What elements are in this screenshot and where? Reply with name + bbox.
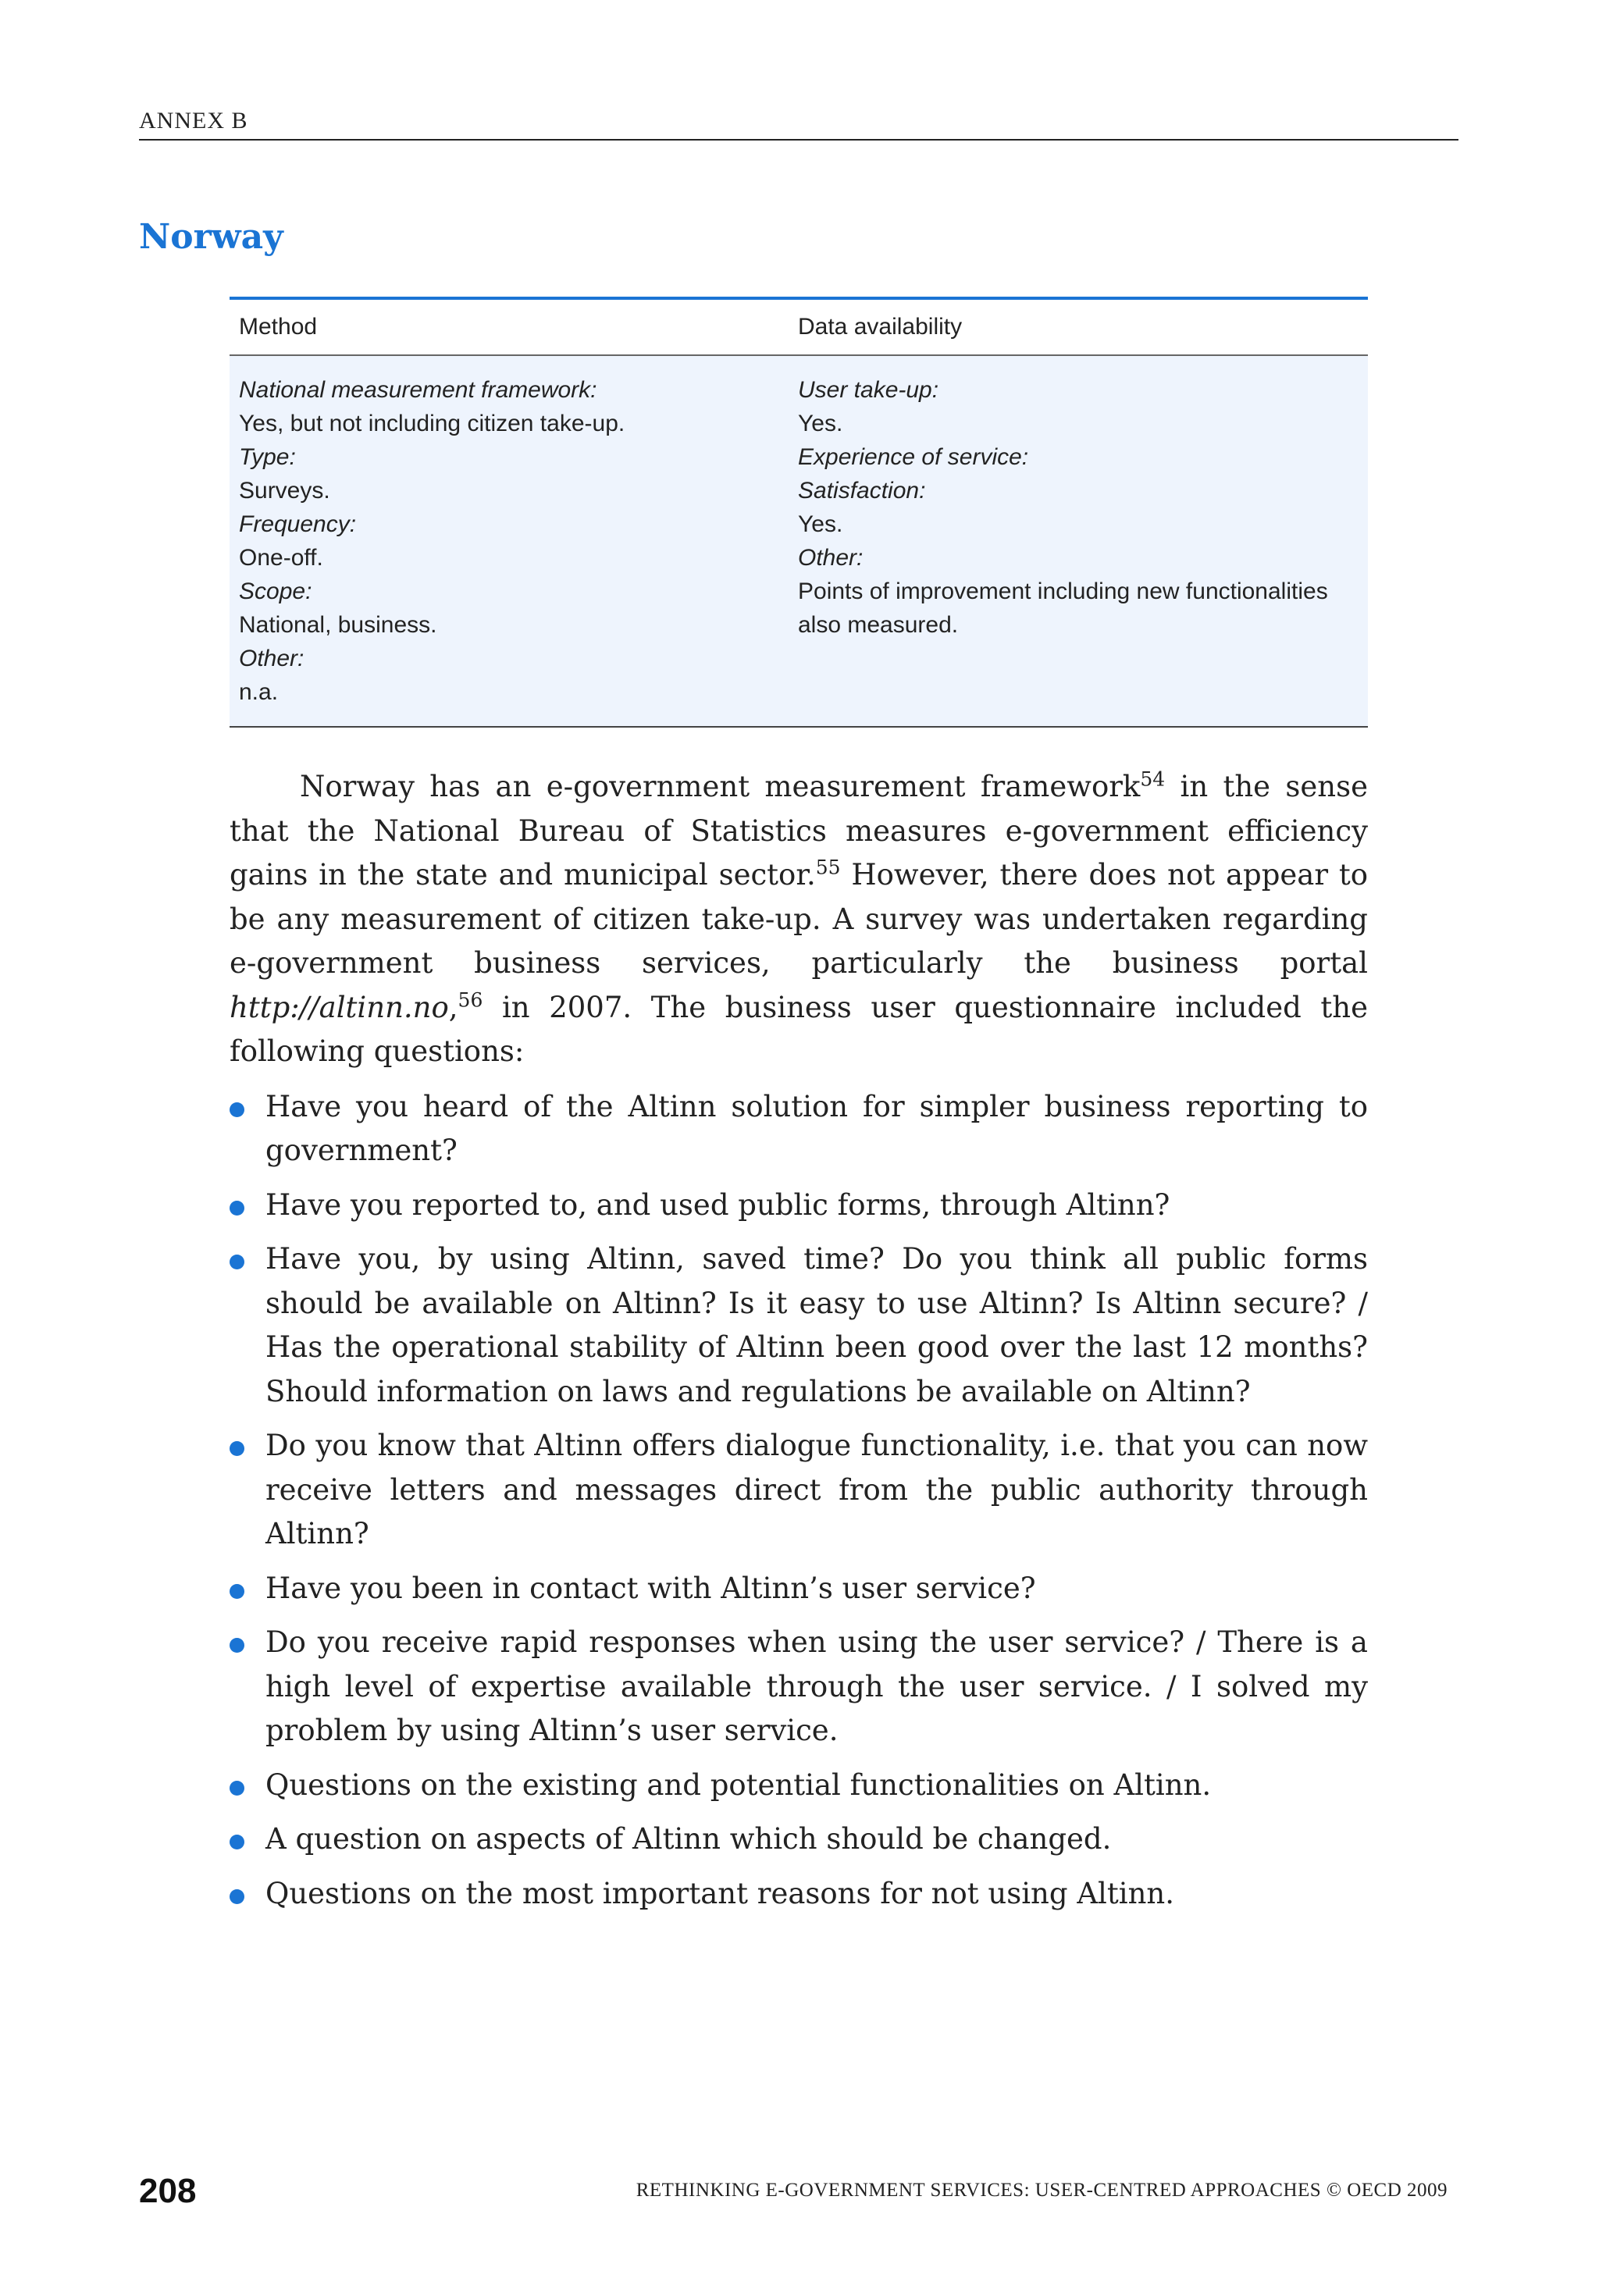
publication-footer: RETHINKING E-GOVERNMENT SERVICES: USER-CENTRED APPROACHES © OECD 2009 xyxy=(636,2180,1448,2201)
bullet-icon xyxy=(230,1255,244,1269)
bullet-icon xyxy=(230,1889,244,1904)
bullet-icon xyxy=(230,1781,244,1796)
list-item-text: Questions on the most important reasons for not using Altinn. xyxy=(265,1876,1175,1910)
method-line: National, business. xyxy=(239,612,437,638)
list-item xyxy=(230,1085,1368,1173)
running-head: ANNEX B xyxy=(139,108,1458,141)
data-availability-column xyxy=(798,373,1368,709)
data-line: Yes. xyxy=(798,411,843,436)
data-line: Points of improvement including new functionalities also measured. xyxy=(798,578,1328,638)
bullet-icon xyxy=(230,1441,244,1456)
list-item xyxy=(230,1237,1368,1414)
method-column xyxy=(230,373,798,709)
data-line: Other: xyxy=(798,545,864,571)
list-item-text: Have you, by using Altinn, saved time? Do you think all public forms should be available on Altinn? Is it easy to use Altinn? Is Altinn secure? / Has the operational stability of Altinn been good over the last 12 months? Should information on laws and regulations be available on Altinn? xyxy=(265,1242,1368,1408)
list-item xyxy=(230,1184,1368,1228)
method-line: Frequency: xyxy=(239,511,357,537)
data-line: Experience of service: xyxy=(798,444,1029,470)
intro-paragraph xyxy=(230,765,1368,1074)
paragraph-text: , xyxy=(448,990,458,1024)
list-item xyxy=(230,1621,1368,1753)
bullet-icon xyxy=(230,1584,244,1599)
list-item-text: A question on aspects of Altinn which should be changed. xyxy=(265,1822,1112,1856)
list-item-text: Have you reported to, and used public forms, through Altinn? xyxy=(265,1187,1170,1222)
list-item-text: Have you been in contact with Altinn’s user service? xyxy=(265,1571,1036,1605)
page-number: 208 xyxy=(139,2172,197,2210)
bullet-icon xyxy=(230,1835,244,1849)
table-body-row xyxy=(230,356,1368,726)
footnote-ref-56: 56 xyxy=(458,988,483,1012)
list-item-text: Do you know that Altinn offers dialogue functionality, i.e. that you can now receive letters and messages direct from the public authority through Altinn? xyxy=(265,1429,1368,1550)
paragraph-text: However, there does not appear to be any measurement of citizen take-up. A survey was undertaken regarding e-government business services, particularly the business portal xyxy=(230,858,1368,980)
list-item-text: Have you heard of the Altinn solution for simpler business reporting to government? xyxy=(265,1089,1368,1167)
footnote-ref-54: 54 xyxy=(1140,767,1166,791)
method-line: Yes, but not including citizen take-up. xyxy=(239,411,625,436)
method-line: n.a. xyxy=(239,679,279,705)
table-header-row xyxy=(230,300,1368,356)
method-line: Type: xyxy=(239,444,296,470)
paragraph-text: in 2007. The business user questionnaire included the following questions: xyxy=(230,990,1368,1068)
list-item xyxy=(230,1567,1368,1611)
data-line: Satisfaction: xyxy=(798,478,926,504)
column-header-method: Method xyxy=(239,314,318,340)
altinn-url-link[interactable]: http://altinn.no xyxy=(230,990,449,1024)
bullet-icon xyxy=(230,1201,244,1216)
method-line: Other: xyxy=(239,646,304,671)
method-line: National measurement framework: xyxy=(239,377,597,403)
bullet-icon xyxy=(230,1102,244,1117)
method-line: Scope: xyxy=(239,578,312,604)
body-text xyxy=(230,765,1368,1926)
question-list xyxy=(230,1085,1368,1917)
column-header-data-availability: Data availability xyxy=(798,314,963,340)
paragraph-text: Norway has an e-government measurement framework xyxy=(300,770,1141,803)
method-line: Surveys. xyxy=(239,478,330,504)
list-item xyxy=(230,1424,1368,1557)
list-item xyxy=(230,1817,1368,1862)
data-line: Yes. xyxy=(798,511,843,537)
list-item-text: Questions on the existing and potential functionalities on Altinn. xyxy=(265,1767,1212,1802)
method-line: One-off. xyxy=(239,545,323,571)
bullet-icon xyxy=(230,1638,244,1653)
list-item xyxy=(230,1872,1368,1917)
list-item-text: Do you receive rapid responses when using the user service? / There is a high level of expertise available through the user service. / I solved my problem by using Altinn’s user service. xyxy=(265,1625,1368,1747)
section-title: Norway xyxy=(139,217,283,257)
summary-table xyxy=(230,297,1368,728)
paragraph-text: in the sense that the National Bureau of Statistics measures e-government efficiency gains in the state and municipal sector. xyxy=(230,770,1369,892)
data-line: User take-up: xyxy=(798,377,939,403)
list-item xyxy=(230,1764,1368,1808)
footnote-ref-55: 55 xyxy=(815,856,841,879)
